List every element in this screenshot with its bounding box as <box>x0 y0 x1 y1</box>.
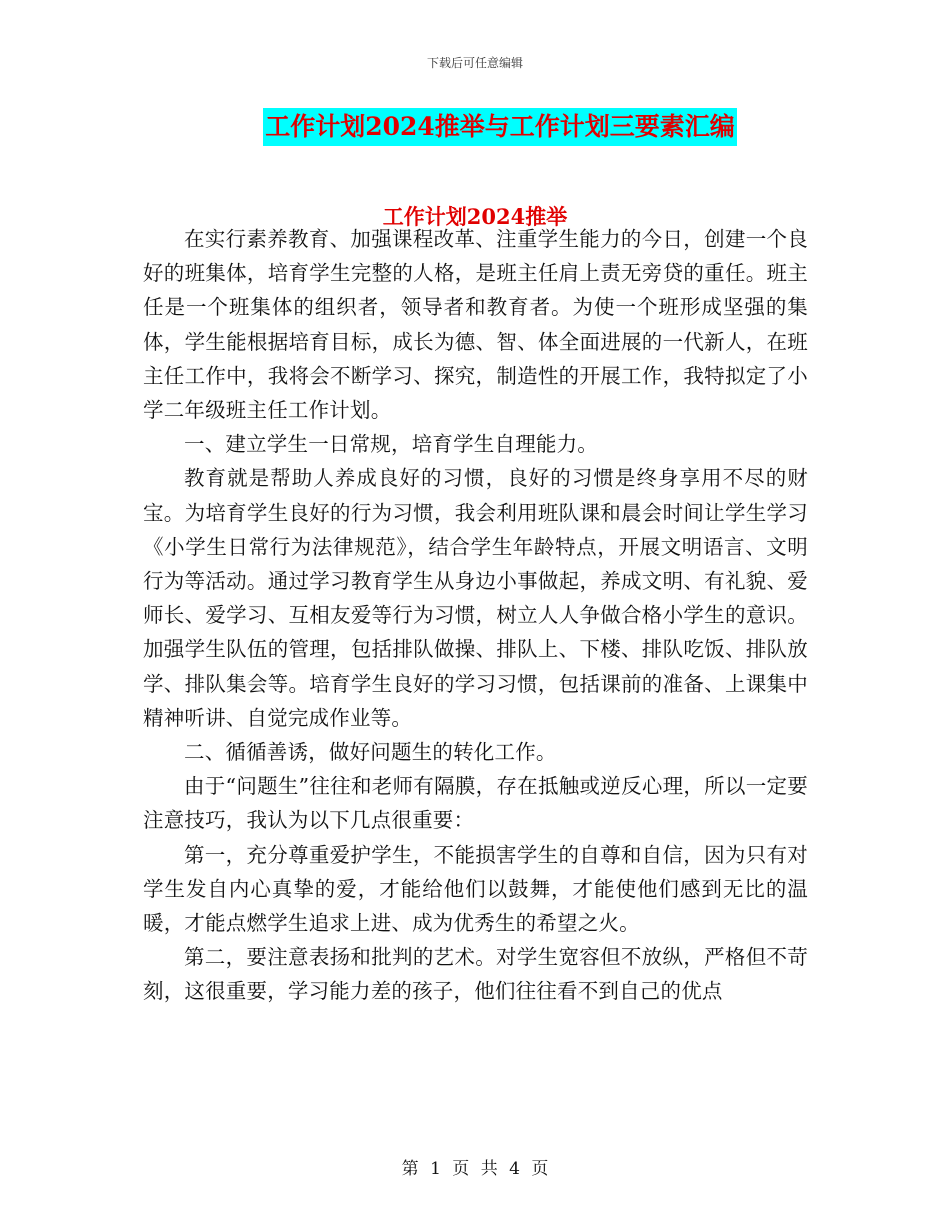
page-footer: 第 1 页 共 4 页 <box>401 1159 549 1179</box>
main-title-wrap <box>0 108 950 146</box>
paragraph-problem-students: 由于“问题生”往往和老师有隔膜，存在抵触或逆反心理，所以一定要注意技巧，我认为以下几点很重要： <box>143 774 808 833</box>
paragraph-point-one: 第一，充分尊重爱护学生，不能损害学生的自尊和自信，因为只有对学生发自内心真挚的爱，才能给他们以鼓舞，才能使他们感到无比的温暖，才能点燃学生追求上进、成为优秀生的希望之火。 <box>143 842 808 936</box>
paragraph-habits: 教育就是帮助人养成良好的习惯，良好的习惯是终身享用不尽的财宝。为培育学生良好的行为习惯，我会利用班队课和晨会时间让学生学习《小学生日常行为法律规范》，结合学生年龄特点，开展文明语言、文明行为等活动。通过学习教育学生从身边小事做起，养成文明、有礼貌、爱师长、爱学习、互相友爱等行为习惯，树立人人争做合格小学生的意识。加强学生队伍的管理，包括排队做操、排队上、下楼、排队吃饭、排队放学、排队集会等。培育学生良好的学习习惯，包括课前的准备、上课集中精神听讲、自觉完成作业等。 <box>143 466 808 730</box>
heading-two: 二、循循善诱，做好问题生的转化工作。 <box>184 740 557 765</box>
heading-one: 一、建立学生一日常规，培育学生自理能力。 <box>184 432 598 457</box>
document-body <box>143 222 808 1009</box>
paragraph-point-two: 第二，要注意表扬和批判的艺术。对学生宽容但不放纵，严格但不苛刻，这很重要，学习能力差的孩子，他们往往看不到自己的优点 <box>143 945 808 1004</box>
paragraph-intro: 在实行素养教育、加强课程改革、注重学生能力的今日，创建一个良好的班集体，培育学生完整的人格，是班主任肩上责无旁贷的重任。班主任是一个班集体的组织者，领导者和教育者。为使一个班形成坚强的集体，学生能根据培育目标，成长为德、智、体全面进展的一代新人，在班主任工作中，我将会不断学习、探究，制造性的开展工作，我特拟定了小学二年级班主任工作计划。 <box>143 227 808 423</box>
header-note: 下载后可任意编辑 <box>426 56 523 70</box>
main-title: 工作计划2024推举与工作计划三要素汇编 <box>263 108 737 146</box>
section-title: 工作计划2024推举 <box>382 204 568 229</box>
